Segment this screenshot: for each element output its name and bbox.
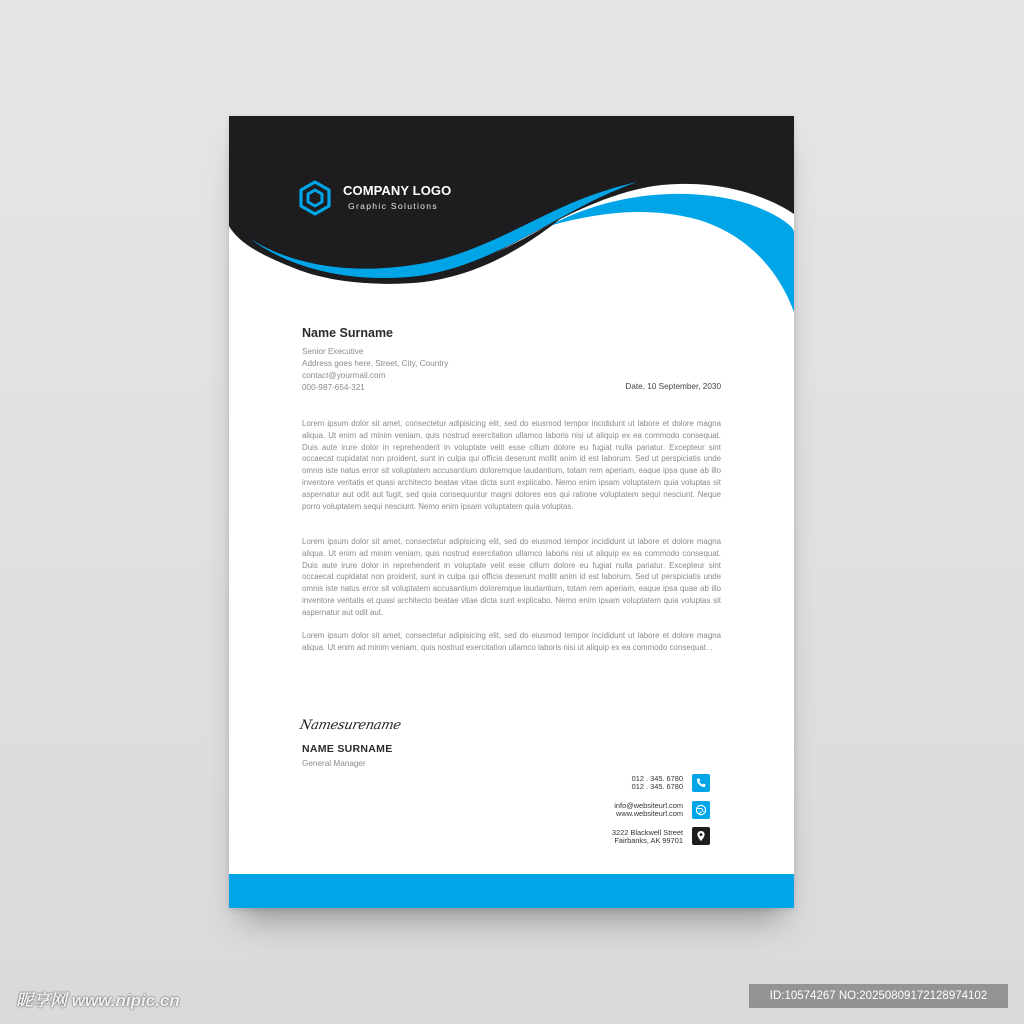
company-logo-title: COMPANY LOGO — [343, 183, 452, 198]
body-paragraph-1: Lorem ipsum dolor sit amet, consectetur adipisicing elit, sed do eiusmod tempor incididunt ut labore et dolore magna aliqua. Ut enim ad minim veniam, quis nostrud exercitation ullamco laboris nisi ut aliquip ex ea commodo consequat. Duis aute irure dolor in reprehenderit in voluptate velit esse cillum dolore eu fugiat nulla pariatur. Excepteur sint occaecat cupidatat non proident, sunt in culpa qui officia deserunt mollit anim id est laborum. Sed ut perspiciatis unde omnis iste natus error sit voluptatem accusantium doloremque laudantium, totam rem aperiam, eaque ipsa quae ab illo inventore veritatis et quasi architecto beatae vitae dicta sunt explicabo. Nemo enim ipsam voluptatem quia voluptas sit aspernatur aut odit aut fugit, sed quia consequuntur magni dolores eos qui ratione voluptatem sequi nesciunt. Neque porro voluptatem sequi nesciunt. Nemo enim ipsam voluptatem quia voluptas. — [302, 419, 721, 511]
globe-icon — [692, 801, 710, 819]
sender-name: Name Surname — [302, 326, 394, 340]
hexagon-logo-icon — [297, 180, 333, 216]
contact-phone-1: 012 . 345. 6780 — [631, 774, 683, 783]
sender-phone: 000-987-654-321 — [302, 383, 365, 392]
phone-icon — [692, 774, 710, 792]
sender-role: Senior Executive — [302, 347, 364, 356]
signer-title: General Manager — [302, 759, 366, 768]
contact-email[interactable]: info@websiteurl.com — [614, 801, 683, 810]
header-wave-graphic — [229, 116, 794, 316]
contact-address-line-2: Fairbanks, AK 99701 — [614, 835, 683, 845]
contact-website[interactable]: www.websiteurl.com — [616, 808, 683, 818]
contact-phone-2: 012 . 345. 6780 — [631, 781, 683, 791]
sender-email: contact@yourmail.com — [302, 371, 386, 380]
letter-date: Date, 10 September, 2030 — [625, 382, 721, 391]
signer-name: NAME SURNAME — [302, 743, 393, 755]
handwritten-signature: Namesurename — [298, 718, 403, 733]
footer-accent-band — [229, 874, 794, 908]
watermark-id-badge: ID:10574267 NO:20250809172128974102 — [749, 984, 1008, 1008]
contact-web — [614, 802, 683, 817]
body-paragraph-3: Lorem ipsum dolor sit amet, consectetur adipisicing elit, sed do eiusmod tempor incididunt ut labore et dolore magna aliqua. Ut enim ad minim veniam, quis nostrud exercitation ullamco laboris nisi ut aliquip ex ea commodo consequat. . — [302, 631, 721, 652]
watermark-left: 昵享网 www.nipic.cn — [16, 991, 180, 1010]
letterhead-page — [229, 116, 794, 908]
location-pin-icon — [692, 827, 710, 845]
contact-address-line-1: 3222 Blackwell Street — [611, 828, 683, 837]
company-logo-subtitle: Graphic Solutions — [348, 201, 438, 211]
contact-phones — [632, 775, 683, 790]
contact-address — [612, 829, 683, 844]
sender-address: Address goes here, Street, City, Country — [302, 359, 449, 368]
body-paragraph-2: Lorem ipsum dolor sit amet, consectetur adipisicing elit, sed do eiusmod tempor incididunt ut labore et dolore magna aliqua. Ut enim ad minim veniam, quis nostrud exercitation ullamco laboris nisi ut aliquip ex ea commodo consequat. Duis aute irure dolor in reprehenderit in voluptate velit esse cillum dolore eu fugiat nulla pariatur. Excepteur sint occaecat cupidatat non proident, sunt in culpa qui officia deserunt mollit anim id est laborum. Sed ut perspiciatis unde omnis iste natus error sit voluptatem accusantium doloremque laudantium, totam rem aperiam, eaque ipsa quae ab illo inventore veritatis et quasi architecto beatae vitae dicta sunt explicabo. Nemo enim ipsam voluptatem quia voluptas sit aspernatur aut odit aut. — [302, 537, 721, 617]
